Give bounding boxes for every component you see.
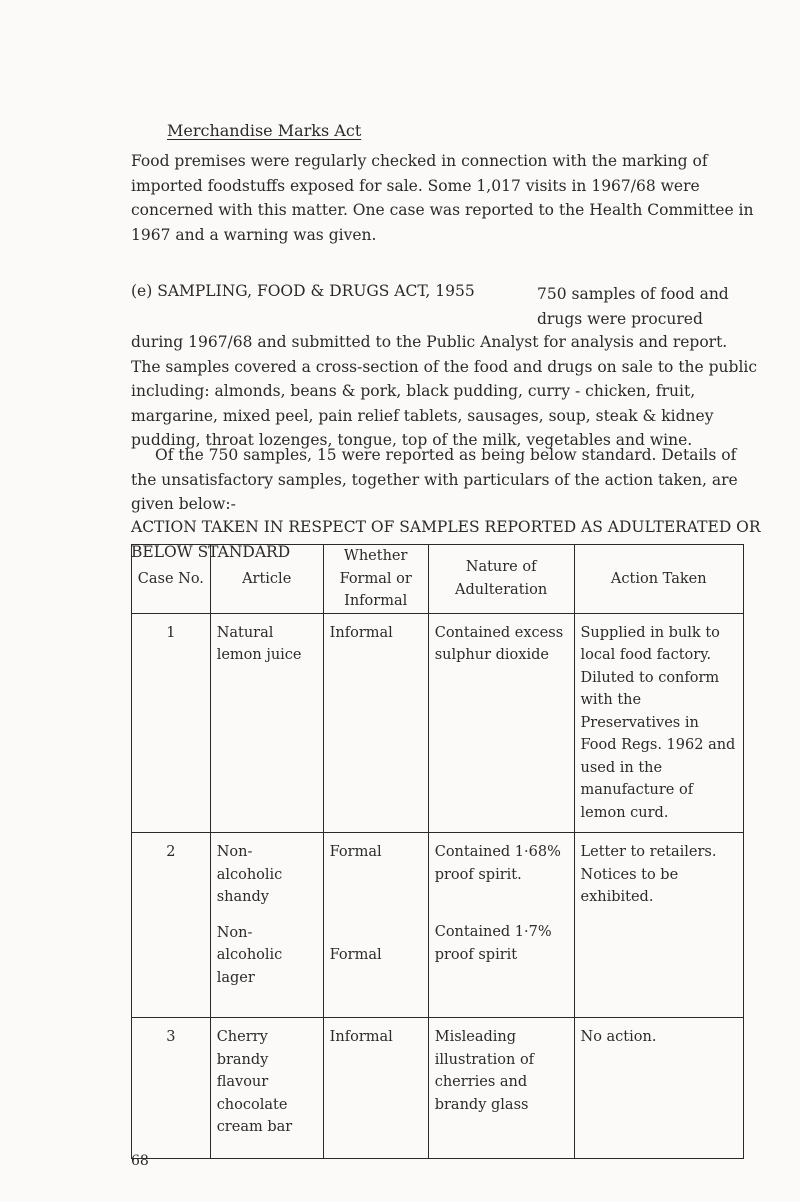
formal-text-2: Formal (329, 946, 382, 963)
cell-article (210, 1018, 323, 1159)
header-action: Action Taken (574, 545, 744, 614)
header-article: Article (210, 545, 323, 614)
cell-nature (428, 1018, 574, 1159)
cell-action: Supplied in bulk to local food factory. Diluted to conform with the Preservatives in Food Regs. 1962 and used in the manufacture of lemon curd. (574, 613, 744, 833)
cell-nature (428, 833, 574, 1018)
formal-text: Informal (329, 624, 393, 641)
header-formal: Whether Formal or Informal (323, 545, 428, 614)
cell-formal (323, 833, 428, 1018)
article-text: Natural lemon juice (216, 624, 302, 663)
cell-article (210, 613, 323, 833)
article-text-2: Non-alcoholic lager (216, 924, 283, 986)
cell-formal (323, 1018, 428, 1159)
nature-text: Contained excess sulphur dioxide (434, 624, 564, 663)
table-row (132, 1018, 744, 1159)
section-heading: Merchandise Marks Act (167, 121, 362, 140)
paragraph-below-standard: Of the 750 samples, 15 were reported as being below standard. Details of the unsatisfactory samples, together with particulars of the action taken, are given below:- (131, 446, 738, 513)
cell-nature (428, 613, 574, 833)
nature-text-2: Contained 1·7% proof spirit (434, 924, 552, 963)
article-text: Non-alcoholic shandy (216, 844, 283, 905)
nature-text: Contained 1·68% proof spirit. (434, 844, 561, 883)
header-nature: Nature of Adulteration (428, 545, 574, 614)
paragraph-merchandise: Food premises were regularly checked in connection with the marking of imported foodstuffs exposed for sale. Some 1,017 visits in 1967/68 were concerned with this matter. One case was reported to the Health Committee in 1967 and a warning was given. (131, 152, 754, 244)
adulteration-table (131, 544, 744, 1159)
paragraph-sampling: during 1967/68 and submitted to the Public Analyst for analysis and report. The samples covered a cross-section of the food and drugs on sale to the public including: almonds, beans & pork, black pudding, curry - chicken, fruit, margarine, mixed peel, pain relief tablets, sausages, soup, steak & kidney pudding, throat lozenges, tongue, top of the milk, vegetables and wine. (131, 333, 758, 449)
cell-action: Letter to retailers. Notices to be exhibited. (574, 833, 744, 1018)
cell-case: 1 (132, 613, 211, 833)
formal-text: Formal (329, 844, 382, 860)
header-case-no: Case No. (132, 545, 211, 614)
cell-case: 2 (132, 833, 211, 1018)
formal-text: Informal (329, 1029, 393, 1045)
cell-formal (323, 613, 428, 833)
cell-case: 3 (132, 1018, 211, 1159)
table-row (132, 833, 744, 1018)
cell-article (210, 833, 323, 1018)
page-number: 68 (131, 1153, 149, 1169)
table-title: ACTION TAKEN IN RESPECT OF SAMPLES REPORTED AS ADULTERATED OR BELOW STANDARD (131, 518, 761, 561)
table-header-row (132, 545, 744, 614)
cell-action: No action. (574, 1018, 744, 1159)
nature-text: Misleading illustration of cherries and brandy glass (434, 1029, 535, 1113)
article-text: Cherry brandy flavour chocolate cream bar (216, 1029, 293, 1135)
sampling-lead: 750 samples of food and drugs were procured (537, 285, 729, 328)
sampling-heading: (e) SAMPLING, FOOD & DRUGS ACT, 1955 (131, 282, 475, 300)
table-row (132, 613, 744, 833)
